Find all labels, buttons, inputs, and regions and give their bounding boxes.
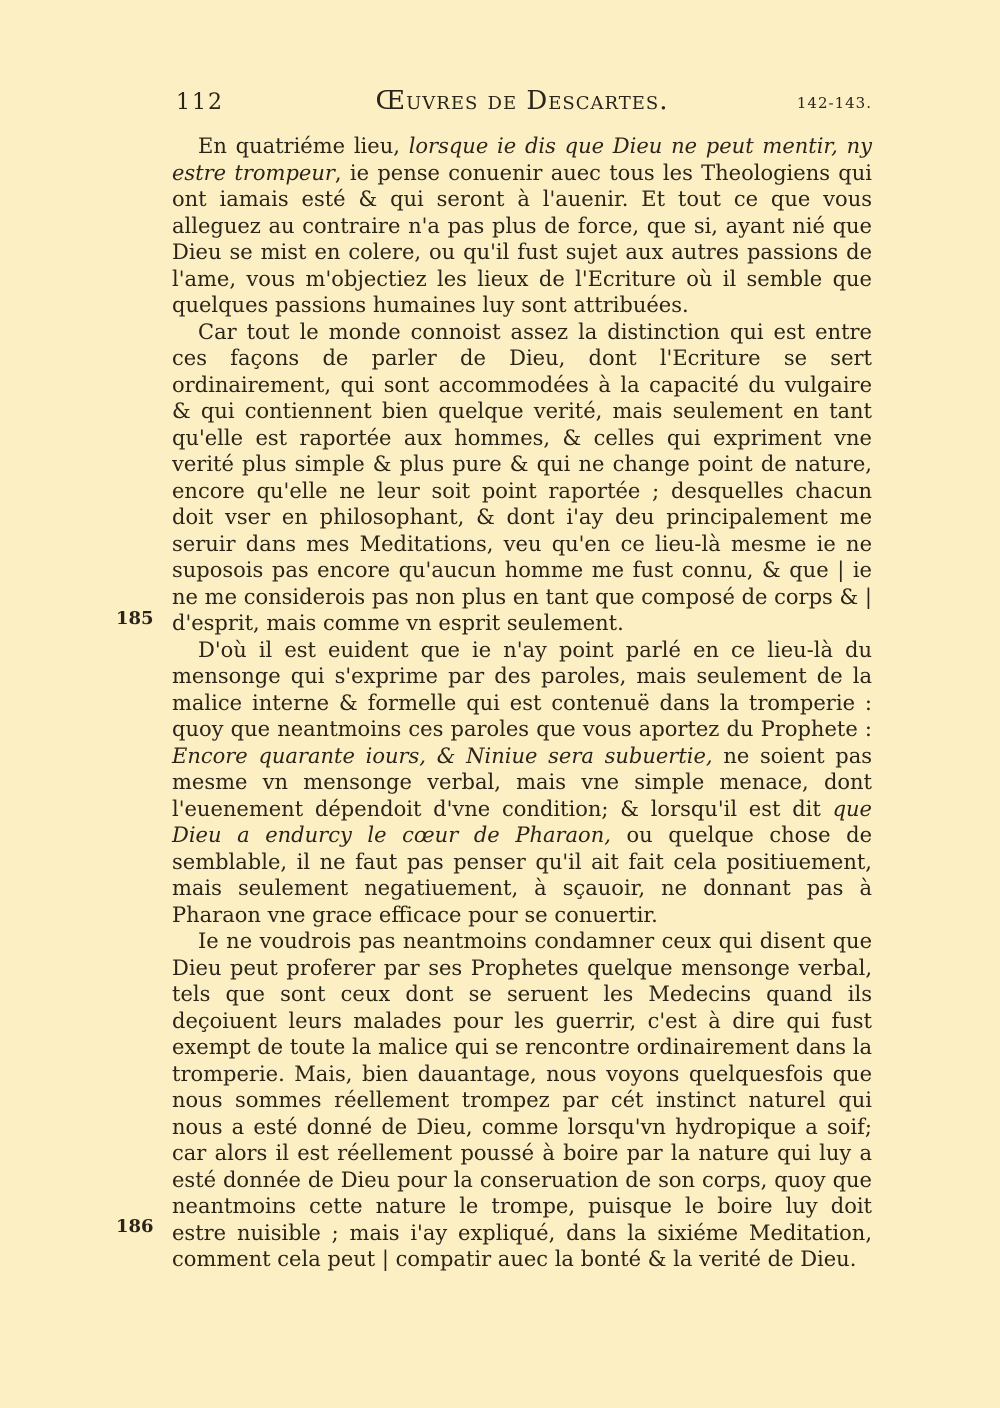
text-segment: D'où il est euident que ie n'ay point parlé en ce lieu-là du mensonge qui s'exprime par des paroles, mais seulement de la malice interne & formelle qui est contenuë dans la tromperie : quoy que neantmoins ces paroles que vous aportez du Prophete :: [172, 637, 872, 741]
margin-number: 185: [116, 608, 154, 629]
paragraph: [172, 319, 872, 637]
text-segment: , ie pense conuenir auec tous les Theologiens qui ont iamais esté & qui seront à l'auenir. Et tout ce que vous alleguez au contraire n'a pas plus de force, que si, ayant nié que Dieu se mist en colere, ou qu'il fust sujet aux autres passions de l'ame, vous m'objectiez les lieux de l'Ecriture où il semble que quelques passions humaines luy sont attribuées.: [172, 160, 872, 317]
italic-text: que Dieu a endurcy le cœur de Pharaon,: [172, 796, 872, 847]
body-text: [172, 133, 872, 1273]
text-segment: ou quelque chose de semblable, il ne faut pas penser qu'il ait fait cela positiuement, mais seulement negatiuement, à sçauoir, ne donnant pas à Pharaon vne grace efficace pour se conuertir.: [172, 823, 872, 927]
paragraph: [172, 928, 872, 1273]
paragraph: [172, 637, 872, 929]
text-segment: ne soient pas mesme vn mensonge verbal, mais vne simple menace, dont l'euenement dépendoit d'vne condition; & lorsqu'il est dit: [172, 743, 872, 821]
text-segment: Car tout le monde connoist assez la distinction qui est entre ces façons de parler de Dieu, dont l'Ecriture se sert ordinairement, qui sont accommodées à la capacité du vulgaire & qui contiennent bien quelque verité, mais seulement en tant qu'elle est raportée aux hommes, & celles qui expriment vne verité plus simple & plus pure & qui ne change point de nature, encore qu'elle ne leur soit point raportée ; desquelles chacun doit vser en philosophant, & dont i'ay deu principalement me seruir dans mes Meditations, veu qu'en ce lieu-là mesme ie ne suposois pas encore qu'aucun homme me fust connu, & que | ie ne me considerois pas non plus en tant que composé de corps & | d'esprit, mais comme vn esprit seulement.: [172, 319, 872, 635]
text-segment: Ie ne voudrois pas neantmoins condamner ceux qui disent que Dieu peut proferer par ses Prophetes quelque mensonge verbal, tels que sont ceux dont se seruent les Medecins quand ils deçoiuent leurs malades pour les guerrir, c'est à dire qui fust exempt de toute la malice qui se rencontre ordinairement dans la tromperie. Mais, bien dauantage, nous voyons quelquesfois que nous sommes réellement trompez par cét instinct naturel qui nous a esté donné de Dieu, comme lorsqu'vn hydropique a soif; car alors il est réellement poussé à boire par la nature qui luy a esté donnée de Dieu pour la conseruation de son corps, quoy que neantmoins cette nature le trompe, puisque le boire luy doit estre nuisible ; mais i'ay expliqué, dans la sixiéme Meditation, comment cela peut | compatir auec la bonté & la verité de Dieu.: [172, 929, 872, 1271]
italic-text: lorsque ie dis que Dieu ne peut mentir, ny estre trompeur: [172, 134, 872, 185]
page-header: [172, 86, 872, 126]
running-title: Œuvres de Descartes.: [375, 86, 669, 116]
margin-number: 186: [116, 1216, 154, 1237]
paragraph: [172, 133, 872, 319]
page-number: 112: [176, 90, 224, 115]
text-segment: En quatriéme lieu,: [198, 134, 409, 158]
page-reference: 142-143.: [796, 94, 872, 112]
italic-text: Encore quarante iours, & Niniue sera subuertie,: [172, 743, 713, 768]
